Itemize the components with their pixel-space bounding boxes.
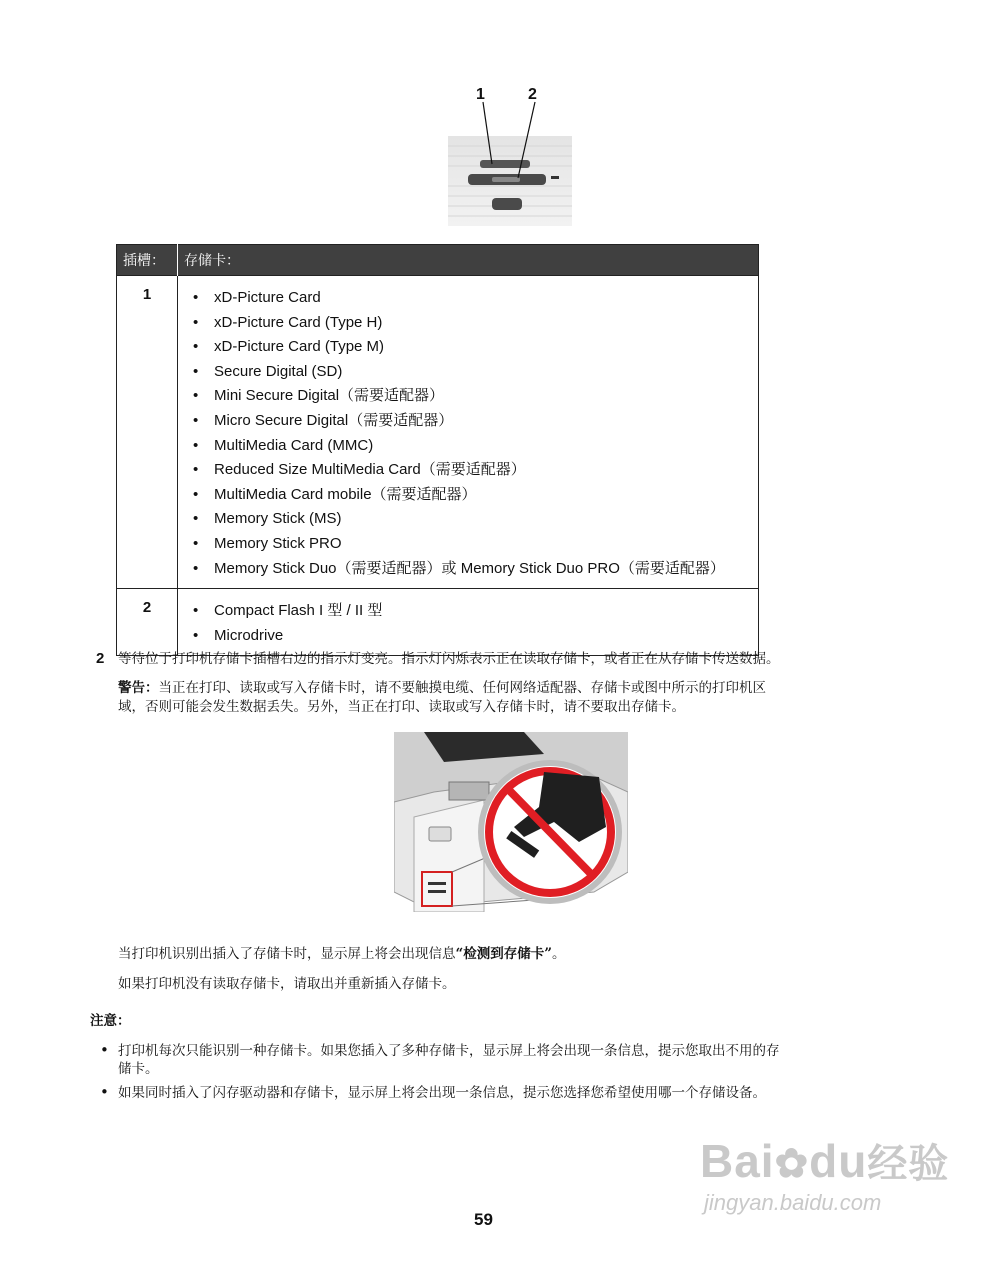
list-item: • xD-Picture Card [193, 286, 757, 311]
paw-icon: ✿ [774, 1142, 810, 1186]
detect-message-line [118, 945, 566, 964]
list-item: • xD-Picture Card (Type M) [193, 335, 757, 360]
bullet-icon: • [100, 1041, 109, 1059]
list-item: • Compact Flash I 型 / II 型 [193, 599, 757, 624]
detect-message: “检测到存储卡” [455, 946, 553, 962]
card-list-cell [178, 276, 759, 589]
retry-text: 如果打印机没有读取存储卡，请取出并重新插入存储卡。 [118, 976, 456, 992]
detect-suffix: 。 [552, 946, 566, 962]
list-item: • MultiMedia Card (MMC) [193, 434, 757, 459]
table-header-row [117, 245, 759, 276]
warning-line-1 [118, 679, 766, 698]
note-1-line-2: 储卡。 [118, 1061, 159, 1077]
card-list [179, 590, 757, 654]
list-item: • Secure Digital (SD) [193, 360, 757, 385]
list-item: • Memory Stick PRO [193, 532, 757, 557]
warning-line-2: 域，否则可能会发生数据丢失。另外，当正在打印、读取或写入存储卡时，请不要取出存储卡。 [118, 699, 685, 715]
card-slot-drawing [448, 84, 572, 226]
card-slot-figure [448, 84, 572, 226]
baidu-watermark [700, 1135, 949, 1216]
table-row [117, 589, 759, 656]
card-list [179, 277, 757, 587]
list-item: • xD-Picture Card (Type H) [193, 311, 757, 336]
table-row [117, 276, 759, 589]
warning-text-1: 当正在打印、读取或写入存储卡时，请不要触摸电缆、任何网络适配器、存储卡或图中所示的打印机区 [158, 680, 766, 696]
watermark-brand-cn: 经验 [867, 1141, 950, 1187]
callout-1: 1 [476, 86, 485, 103]
list-item: • Memory Stick (MS) [193, 507, 757, 532]
printer-prohibition-drawing [394, 732, 628, 912]
printer-warning-figure [394, 732, 628, 912]
slot-card-table [116, 244, 759, 656]
watermark-url: jingyan.baidu.com [704, 1190, 882, 1215]
slot-number: 1 [117, 276, 178, 589]
header-slot: 插槽： [117, 245, 178, 276]
step-number: 2 [96, 650, 105, 667]
callout-2: 2 [528, 86, 537, 103]
header-card: 存储卡： [178, 245, 759, 276]
note-1-line-1: 打印机每次只能识别一种存储卡。如果您插入了多种存储卡，显示屏上将会出现一条信息，提示您取出不用的存 [118, 1043, 780, 1059]
list-item: • Mini Secure Digital（需要适配器） [193, 384, 757, 409]
step-text: 等待位于打印机存储卡插槽右边的指示灯变亮。指示灯闪烁表示正在读取存储卡，或者正在从存储卡传送数据。 [118, 651, 780, 667]
notes-heading: 注意： [90, 1013, 131, 1029]
warning-label: 警告： [118, 680, 159, 696]
watermark-brand-left: Bai [700, 1135, 775, 1187]
detect-prefix: 当打印机识别出插入了存储卡时，显示屏上将会出现信息 [118, 946, 456, 962]
slot-number: 2 [117, 589, 178, 656]
list-item: • Reduced Size MultiMedia Card（需要适配器） [193, 458, 757, 483]
list-item: • Micro Secure Digital（需要适配器） [193, 409, 757, 434]
list-item: • Microdrive [193, 624, 757, 649]
page-number: 59 [474, 1210, 493, 1229]
list-item: • Memory Stick Duo（需要适配器）或 Memory Stick Duo PRO（需要适配器） [193, 557, 757, 582]
card-list-cell [178, 589, 759, 656]
note-2-line-1: 如果同时插入了闪存驱动器和存储卡，显示屏上将会出现一条信息，提示您选择您希望使用哪一个存储设备。 [118, 1085, 766, 1101]
watermark-brand-right: du [809, 1135, 868, 1187]
bullet-icon: • [100, 1083, 109, 1101]
list-item: • MultiMedia Card mobile（需要适配器） [193, 483, 757, 508]
